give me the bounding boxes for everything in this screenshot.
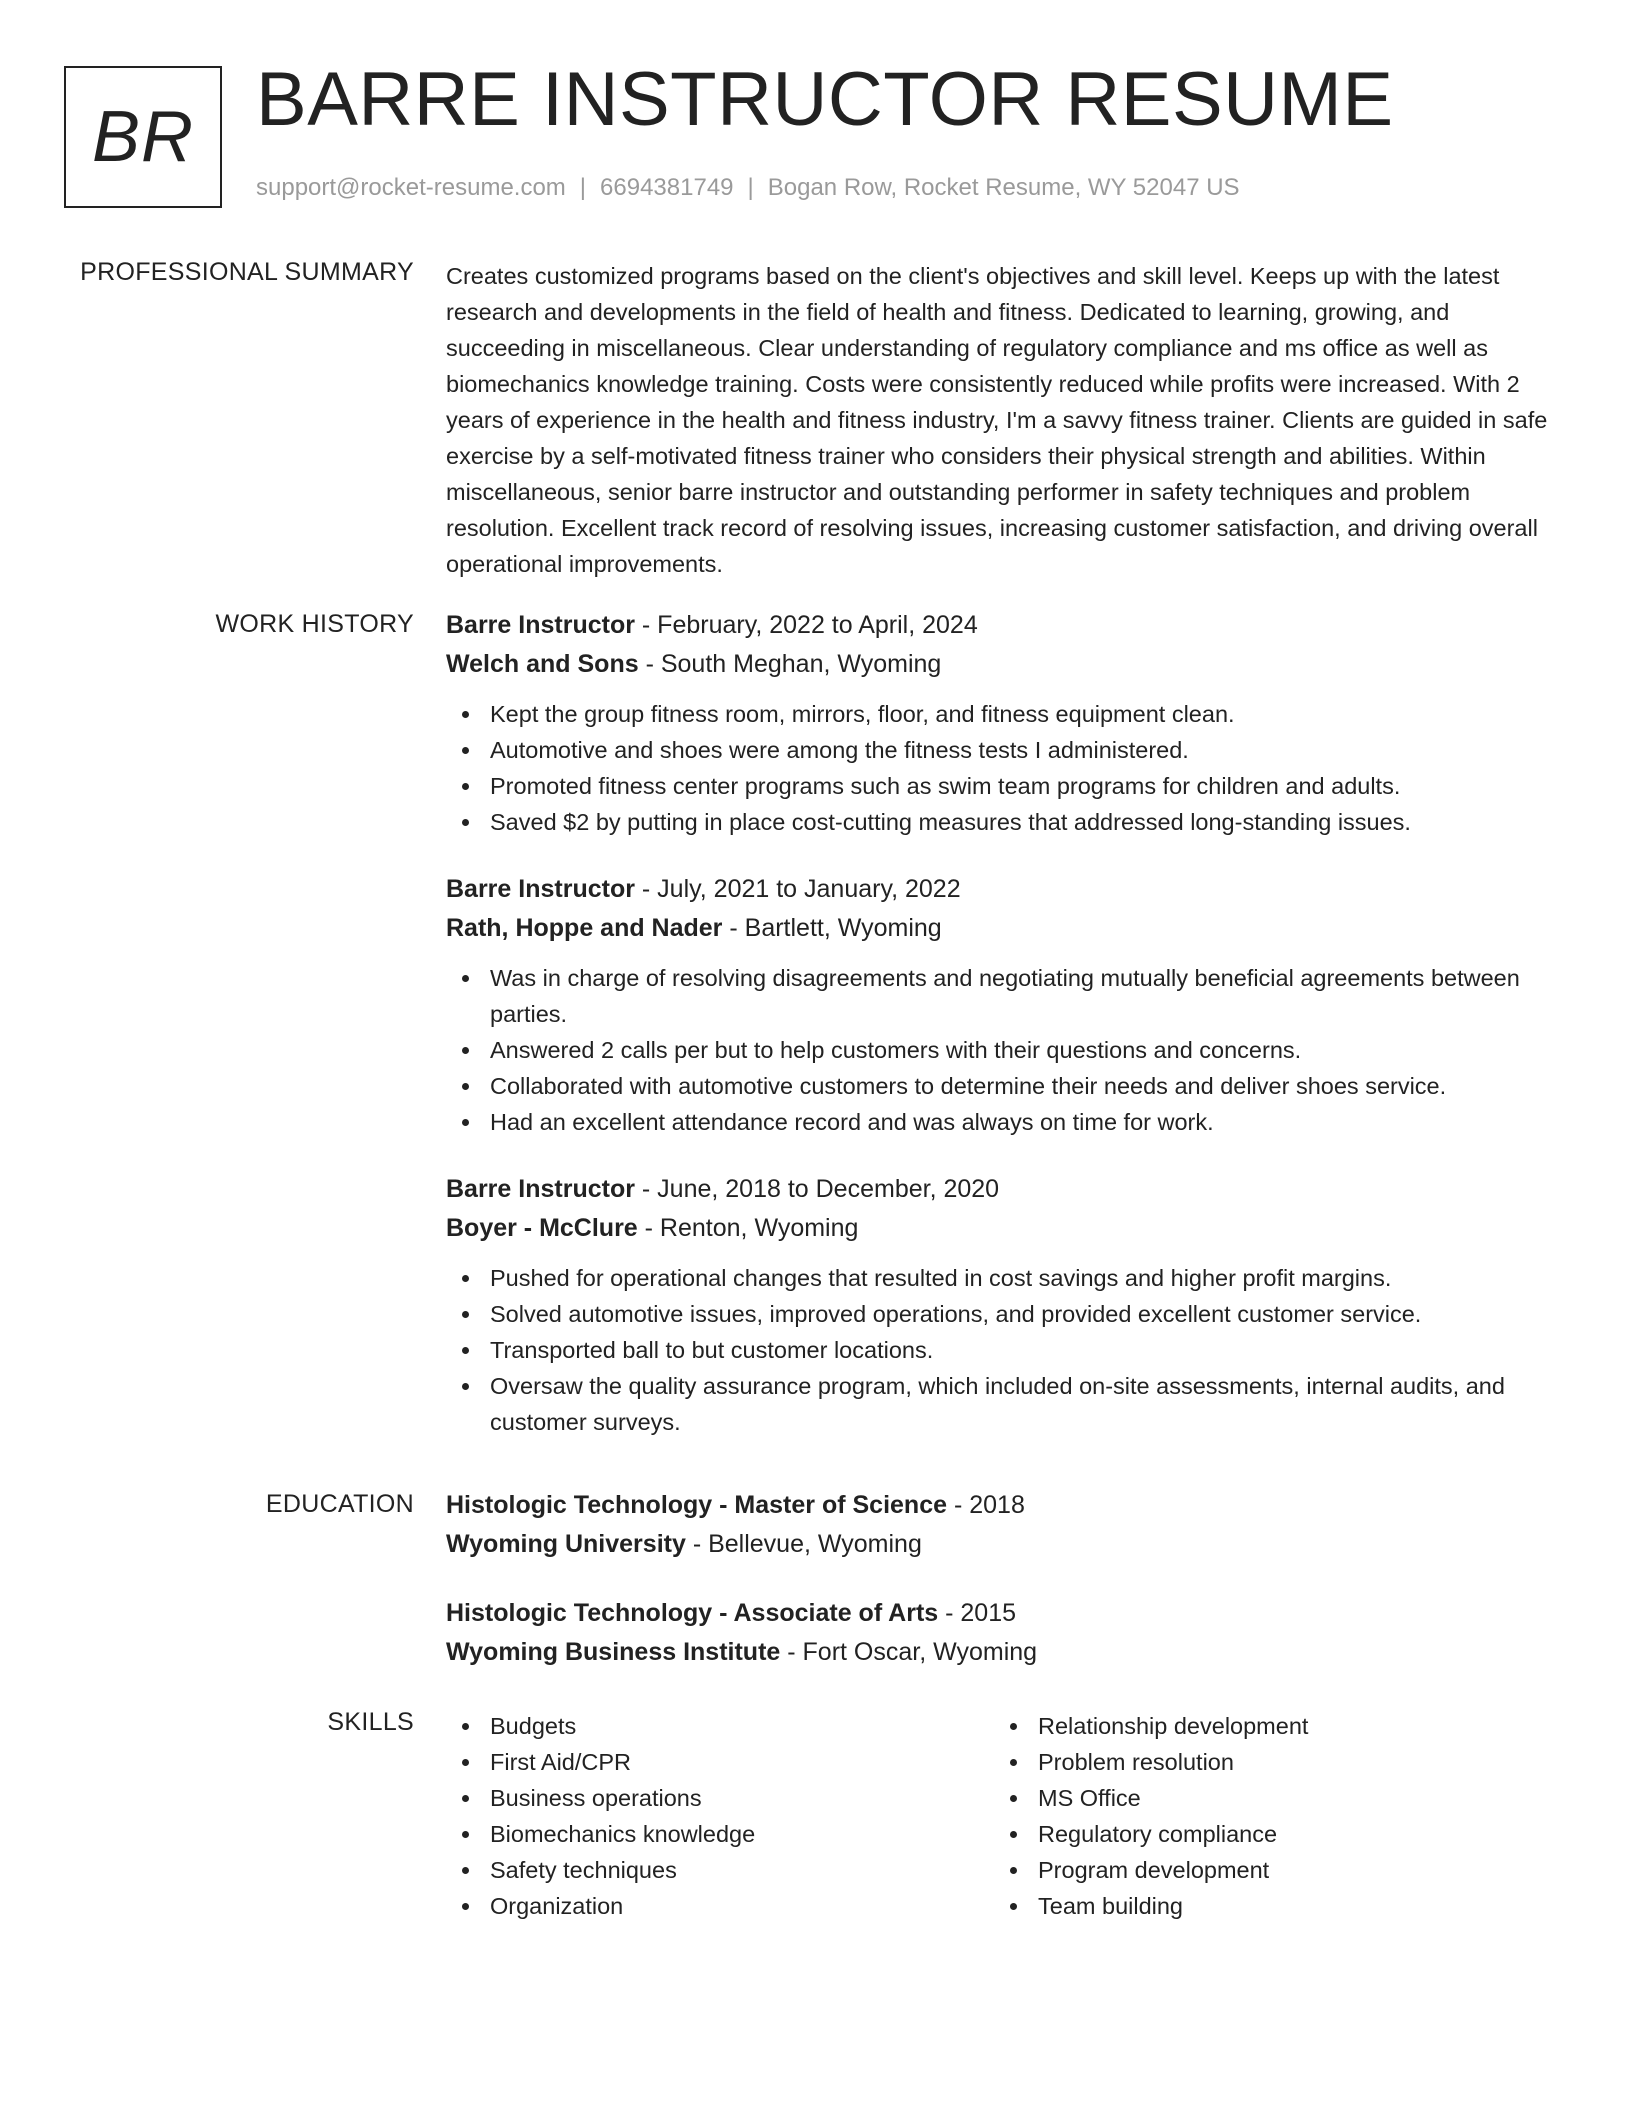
- job-entry: [446, 870, 1558, 1140]
- education-school: Wyoming University: [446, 1530, 686, 1558]
- job-dates: - February, 2022 to April, 2024: [634, 611, 978, 639]
- job-entry: [446, 606, 1558, 840]
- job-location: - Bartlett, Wyoming: [722, 914, 942, 942]
- skill-item: Business operations: [446, 1780, 994, 1816]
- job-bullet: Oversaw the quality assurance program, which included on-site assessments, internal audits, and customer surveys.: [446, 1368, 1558, 1440]
- education-heading: EDUCATION: [265, 1490, 414, 1518]
- job-company: Boyer - McClure: [446, 1214, 638, 1242]
- job-company: Rath, Hoppe and Nader: [446, 914, 723, 942]
- education-degree: Histologic Technology - Master of Science: [446, 1491, 948, 1519]
- education-entry: [446, 1486, 1558, 1564]
- skill-item: Biomechanics knowledge: [446, 1816, 994, 1852]
- job-company: Welch and Sons: [446, 650, 639, 678]
- job-bullet: Kept the group fitness room, mirrors, floor, and fitness equipment clean.: [446, 696, 1558, 732]
- skill-item: Problem resolution: [994, 1744, 1542, 1780]
- job-bullet: Solved automotive issues, improved operations, and provided excellent customer service.: [446, 1296, 1558, 1332]
- monogram-text: BR: [91, 97, 195, 177]
- skills-heading: SKILLS: [327, 1708, 414, 1736]
- contact-separator: |: [747, 174, 754, 201]
- job-location: - Renton, Wyoming: [637, 1214, 859, 1242]
- job-bullet: Collaborated with automotive customers to determine their needs and deliver shoes service.: [446, 1068, 1558, 1104]
- job-title-line: [446, 870, 1558, 909]
- skill-item: Organization: [446, 1888, 994, 1924]
- education-degree-line: [446, 1594, 1558, 1633]
- skill-item: Budgets: [446, 1708, 994, 1744]
- job-title-line: [446, 1170, 1558, 1209]
- job-bullet: Saved $2 by putting in place cost-cutting measures that addressed long-standing issues.: [446, 804, 1558, 840]
- resume-title: BARRE INSTRUCTOR RESUME: [256, 57, 1394, 142]
- job-bullet: Automotive and shoes were among the fitness tests I administered.: [446, 732, 1558, 768]
- contact-separator: |: [579, 174, 587, 201]
- job-entry: [446, 1170, 1558, 1440]
- skill-item: Program development: [994, 1852, 1542, 1888]
- job-bullet: Pushed for operational changes that resulted in cost savings and higher profit margins.: [446, 1260, 1558, 1296]
- job-location: - South Meghan, Wyoming: [638, 650, 942, 678]
- summary-heading: PROFESSIONAL SUMMARY: [80, 258, 414, 286]
- job-role: Barre Instructor: [446, 875, 635, 903]
- work-history-heading: WORK HISTORY: [215, 610, 414, 638]
- job-company-line: [446, 645, 1558, 684]
- job-bullets: [446, 1260, 1558, 1440]
- job-bullet: Promoted fitness center programs such as swim team programs for children and adults.: [446, 768, 1558, 804]
- job-bullet: Answered 2 calls per but to help customers with their questions and concerns.: [446, 1032, 1558, 1068]
- job-title-line: [446, 606, 1558, 645]
- contact-email: support@rocket-resume.com: [256, 174, 566, 201]
- contact-phone: 6694381749: [600, 174, 734, 201]
- skills-body: [446, 1708, 1558, 1924]
- skill-item: Safety techniques: [446, 1852, 994, 1888]
- job-dates: - July, 2021 to January, 2022: [634, 875, 961, 903]
- education-location: - Fort Oscar, Wyoming: [780, 1638, 1038, 1666]
- education-entry: [446, 1594, 1558, 1672]
- skill-item: MS Office: [994, 1780, 1542, 1816]
- education-degree: Histologic Technology - Associate of Arts: [446, 1599, 939, 1627]
- skills-columns: [446, 1708, 1558, 1924]
- job-bullets: [446, 696, 1558, 840]
- education-school-line: [446, 1633, 1558, 1672]
- job-role: Barre Instructor: [446, 1175, 635, 1203]
- education-year: - 2018: [947, 1491, 1025, 1519]
- skill-item: Team building: [994, 1888, 1542, 1924]
- education-school-line: [446, 1525, 1558, 1564]
- job-company-line: [446, 1209, 1558, 1248]
- monogram-logo: [64, 66, 222, 208]
- job-bullet: Was in charge of resolving disagreements and negotiating mutually beneficial agreements between parties.: [446, 960, 1558, 1032]
- job-company-line: [446, 909, 1558, 948]
- summary-text: Creates customized programs based on the client's objectives and skill level. Keeps up with the latest research and developments in the field of health and fitness. Dedicated to learning, growing, and succeeding in miscellaneous. Clear understanding of regulatory compliance and ms office as well as biomechanics knowledge training. Costs were consistently reduced while profits were increased. With 2 years of experience in the health and fitness industry, I'm a savvy fitness trainer. Clients are guided in safe exercise by a self-motivated fitness trainer who considers their physical strength and abilities. Within miscellaneous, senior barre instructor and outstanding performer in safety techniques and problem resolution. Excellent track record of resolving issues, increasing customer satisfaction, and driving overall operational improvements.: [446, 263, 1548, 577]
- summary-body: [446, 258, 1558, 582]
- skill-item: Regulatory compliance: [994, 1816, 1542, 1852]
- education-location: - Bellevue, Wyoming: [685, 1530, 922, 1558]
- job-dates: - June, 2018 to December, 2020: [634, 1175, 1000, 1203]
- job-bullet: Transported ball to but customer locations.: [446, 1332, 1558, 1368]
- contact-address: Bogan Row, Rocket Resume, WY 52047 US: [767, 174, 1240, 201]
- skills-list-right: [994, 1708, 1542, 1924]
- skills-list-left: [446, 1708, 994, 1924]
- education-degree-line: [446, 1486, 1558, 1525]
- job-role: Barre Instructor: [446, 611, 635, 639]
- education-year: - 2015: [938, 1599, 1017, 1627]
- job-bullets: [446, 960, 1558, 1140]
- education-body: [446, 1486, 1558, 1702]
- skill-item: Relationship development: [994, 1708, 1542, 1744]
- work-history-body: [446, 606, 1558, 1470]
- skill-item: First Aid/CPR: [446, 1744, 994, 1780]
- job-bullet: Had an excellent attendance record and was always on time for work.: [446, 1104, 1558, 1140]
- education-school: Wyoming Business Institute: [446, 1638, 781, 1666]
- contact-line: [256, 174, 1240, 202]
